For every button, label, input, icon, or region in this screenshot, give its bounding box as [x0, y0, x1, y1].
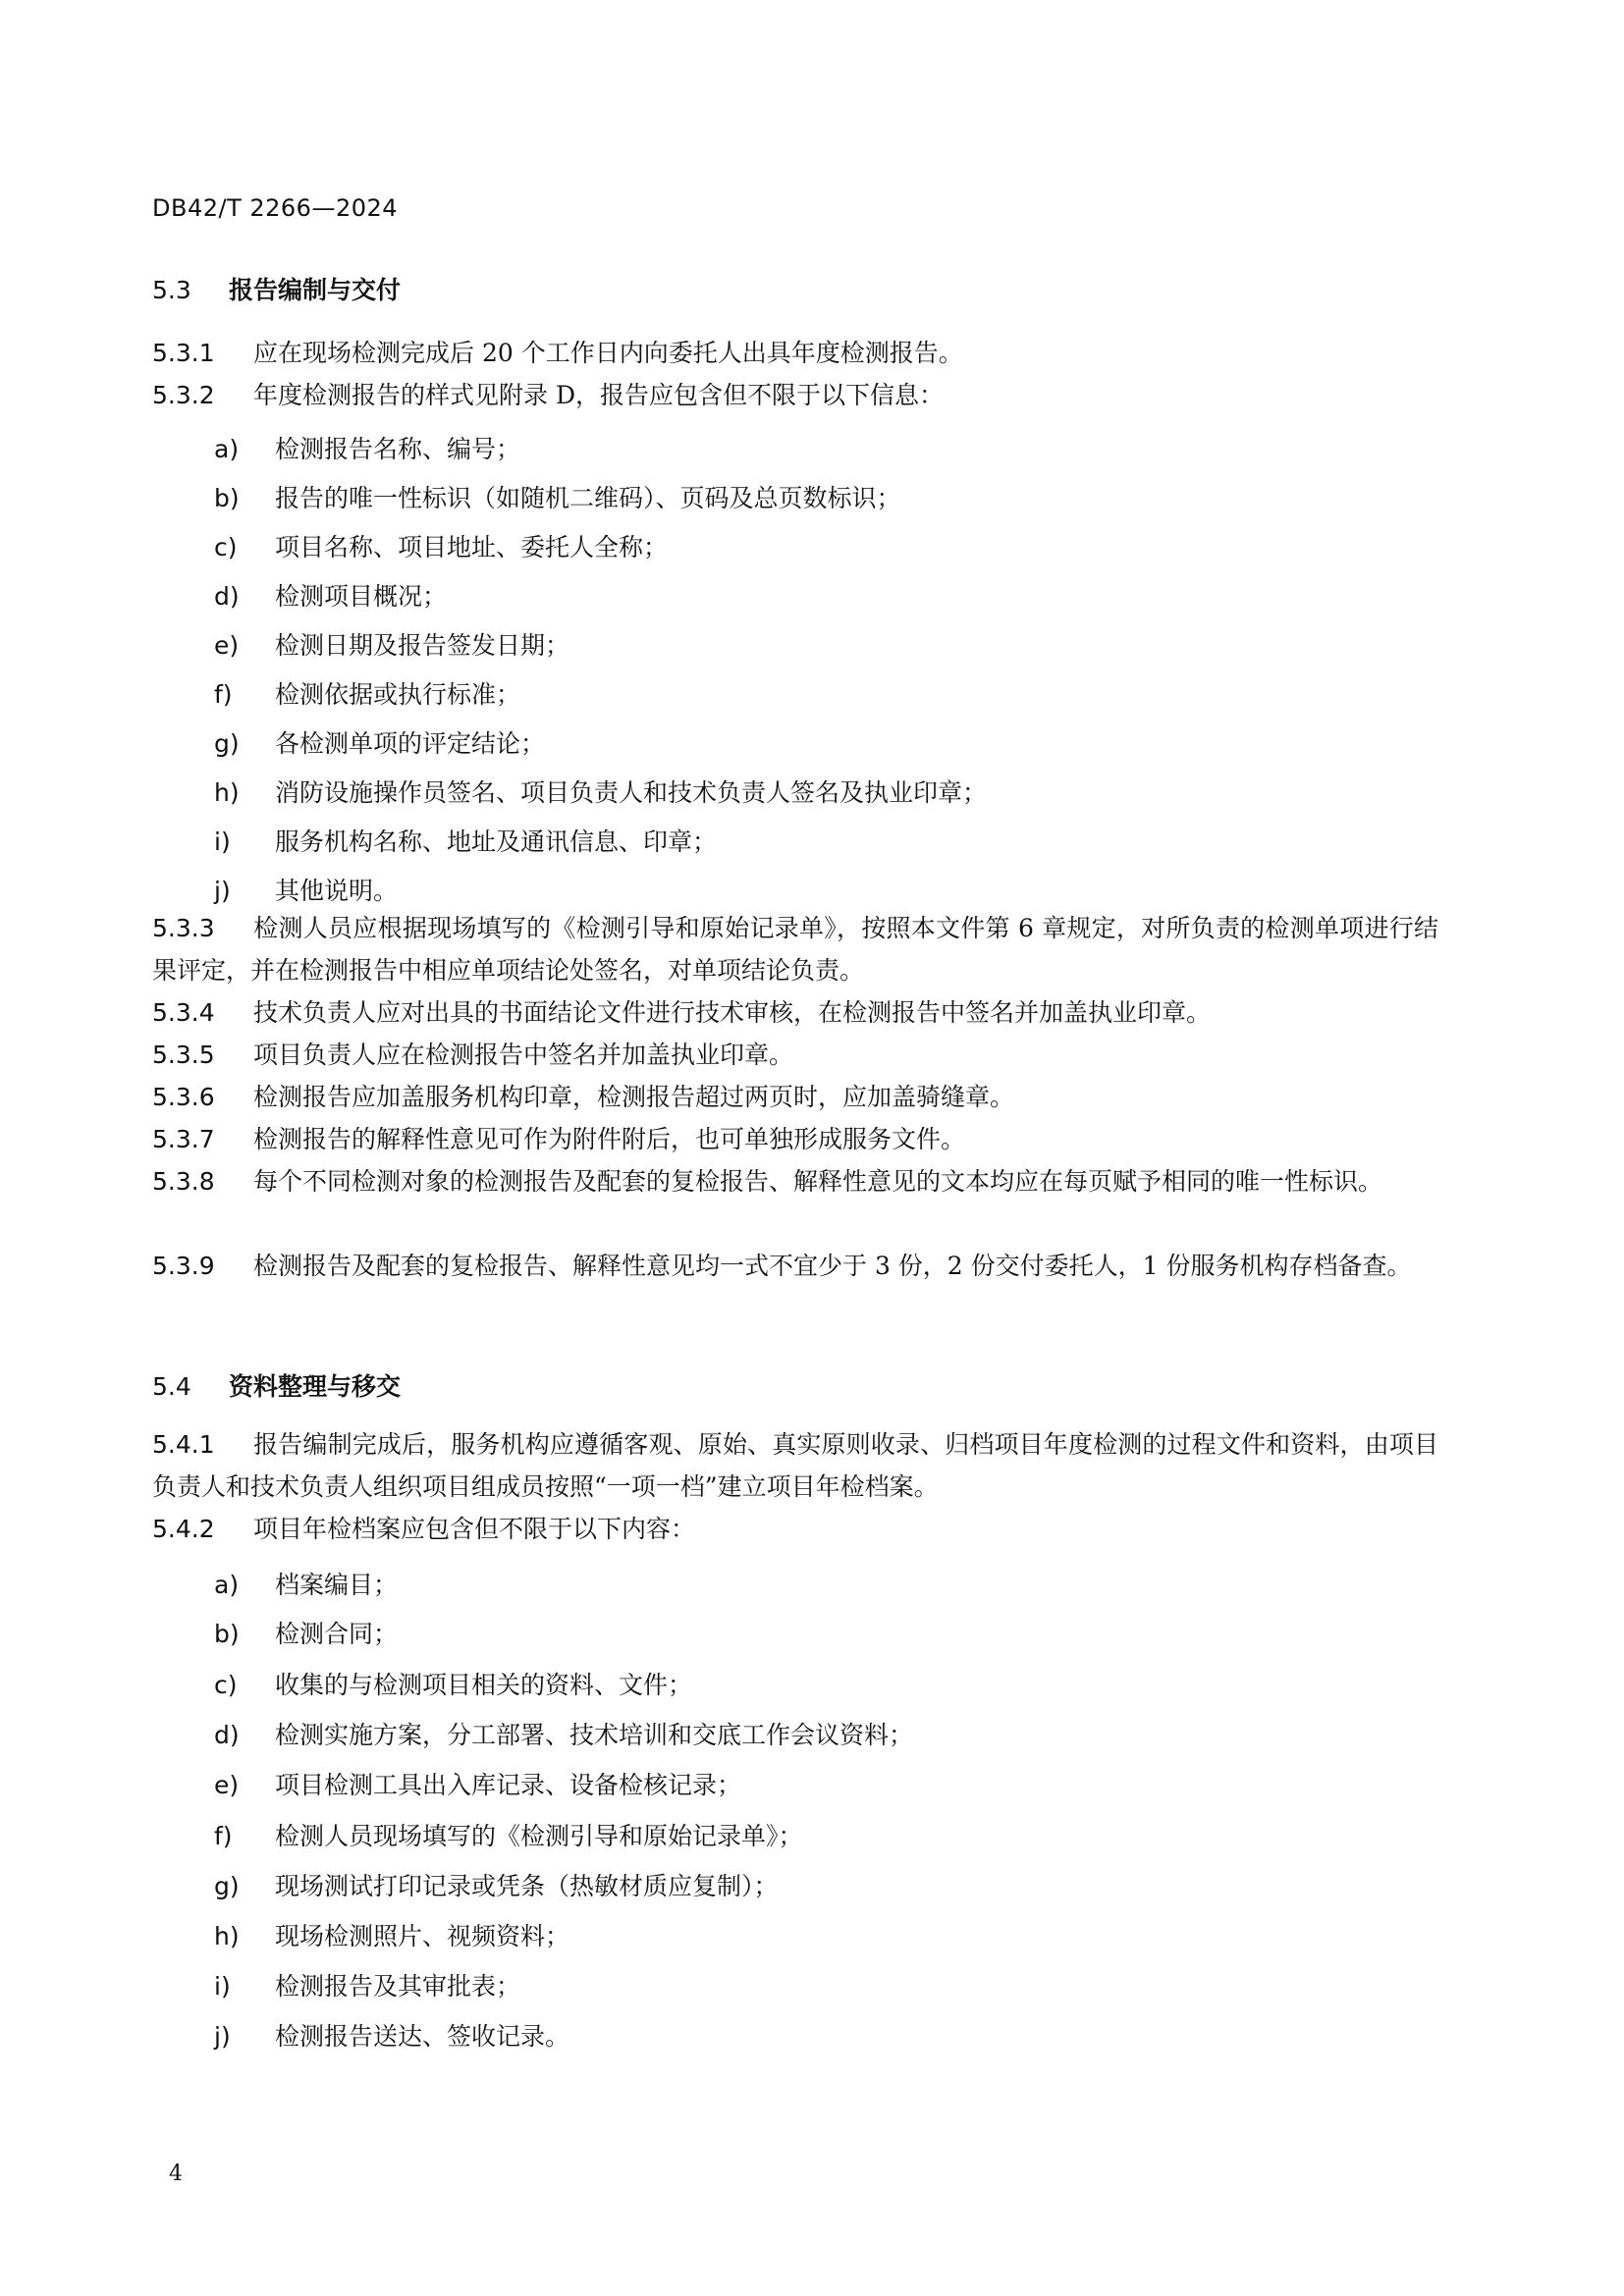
list-item: [214, 2017, 569, 2053]
clause-5-3-7: [152, 1118, 1438, 1160]
clause-text: 年度检测报告的样式见附录 D，报告应包含但不限于以下信息：: [253, 381, 944, 409]
list-item: [214, 528, 668, 563]
clause-number: 5.4.2: [152, 1515, 215, 1543]
list-item: [214, 1666, 692, 1701]
list-text: 报告的唯一性标识（如随机二维码）、页码及总页数标识；: [275, 484, 901, 512]
clause-5-3-8: [152, 1160, 1438, 1202]
list-text: 检测报告及其审批表；: [275, 1972, 521, 2001]
clause-5-3-1: [152, 332, 1438, 374]
clause-number: 5.3.3: [152, 914, 215, 942]
list-item: [214, 1817, 803, 1852]
list-marker: j): [214, 877, 231, 905]
clause-number: 5.3.2: [152, 381, 215, 409]
list-item: [214, 675, 520, 711]
clause-5-3-5: [152, 1034, 1438, 1076]
clause-text: 报告编制完成后，服务机构应遵循客观、原始、真实原则收录、归档项目年度检测的过程文件和资料，由项目负责人和技术负责人组织项目组成员按照“一项一档”建立项目年检档案。: [152, 1430, 1438, 1501]
list-item: [214, 1766, 741, 1801]
list-text: 检测依据或执行标准；: [275, 680, 521, 709]
list-marker: h): [214, 778, 240, 807]
list-marker: b): [214, 484, 240, 512]
list-item: [214, 1917, 569, 1952]
list-item: [214, 1716, 913, 1751]
section-number: 5.3: [152, 276, 191, 304]
page-number: 4: [169, 2162, 183, 2186]
list-item: [214, 872, 398, 907]
list-item: [214, 1615, 398, 1650]
clause-5-4-2: [152, 1508, 1438, 1550]
clause-number: 5.3.6: [152, 1083, 215, 1111]
standard-code: DB42/T 2266—2024: [152, 194, 399, 222]
clause-number: 5.3.4: [152, 998, 215, 1027]
clause-5-3-9: [152, 1245, 1438, 1287]
clause-number: 5.3.1: [152, 339, 215, 367]
section-heading-5-4: [152, 1367, 401, 1403]
clause-text: 检测报告的解释性意见可作为附件附后，也可单独形成服务文件。: [253, 1125, 966, 1153]
list-marker: d): [214, 582, 240, 611]
list-marker: g): [214, 1872, 240, 1900]
list-text: 其他说明。: [275, 877, 399, 905]
section-heading-5-3: [152, 271, 401, 306]
clause-number: 5.3.7: [152, 1125, 215, 1153]
list-text: 检测合同；: [275, 1620, 399, 1648]
clause-5-3-6: [152, 1076, 1438, 1118]
list-marker: d): [214, 1721, 240, 1749]
list-item: [214, 1967, 520, 2002]
list-text: 现场测试打印记录或凭条（热敏材质应复制）；: [275, 1872, 779, 1900]
list-item: [214, 577, 447, 613]
section-title: 报告编制与交付: [229, 276, 402, 304]
list-text: 项目名称、项目地址、委托人全称；: [275, 533, 669, 561]
list-item: [214, 479, 901, 514]
clause-number: 5.3.5: [152, 1041, 215, 1069]
list-item: [214, 724, 545, 760]
list-marker: f): [214, 1822, 233, 1850]
list-marker: f): [214, 680, 233, 709]
section-number: 5.4: [152, 1372, 191, 1401]
list-marker: g): [214, 729, 240, 758]
clause-text: 项目年检档案应包含但不限于以下内容：: [253, 1515, 696, 1543]
clause-text: 每个不同检测对象的检测报告及配套的复检报告、解释性意见的文本均应在每页赋予相同的唯一性标识。: [253, 1167, 1383, 1196]
clause-5-3-3: [152, 907, 1438, 991]
list-text: 消防设施操作员签名、项目负责人和技术负责人签名及执业印章；: [275, 778, 988, 807]
list-item: [214, 626, 569, 662]
clause-text: 检测报告应加盖服务机构印章，检测报告超过两页时，应加盖骑缝章。: [253, 1083, 1015, 1111]
list-marker: c): [214, 533, 238, 561]
clause-text: 应在现场检测完成后 20 个工作日内向委托人出具年度检测报告。: [253, 339, 963, 367]
list-marker: i): [214, 1972, 231, 2001]
clause-number: 5.3.9: [152, 1252, 215, 1280]
list-item: [214, 823, 717, 858]
list-text: 检测报告送达、签收记录。: [275, 2022, 570, 2051]
clause-5-3-4: [152, 991, 1438, 1034]
list-marker: e): [214, 631, 240, 660]
list-item: [214, 1566, 398, 1601]
clause-text: 项目负责人应在检测报告中签名并加盖执业印章。: [253, 1041, 794, 1069]
section-title: 资料整理与移交: [229, 1372, 402, 1401]
list-text: 检测人员现场填写的《检测引导和原始记录单》；: [275, 1822, 803, 1850]
list-marker: e): [214, 1771, 240, 1799]
list-marker: h): [214, 1922, 240, 1950]
list-marker: a): [214, 435, 240, 463]
clause-text: 检测报告及配套的复检报告、解释性意见均一式不宜少于 3 份，2 份交付委托人，1 份服务机构存档备查。: [253, 1252, 1412, 1280]
list-marker: j): [214, 2022, 231, 2051]
list-text: 收集的与检测项目相关的资料、文件；: [275, 1671, 693, 1699]
list-text: 现场检测照片、视频资料；: [275, 1922, 570, 1950]
list-text: 服务机构名称、地址及通讯信息、印章；: [275, 828, 718, 856]
list-item: [214, 430, 520, 465]
list-marker: a): [214, 1571, 240, 1599]
list-marker: i): [214, 828, 231, 856]
list-text: 检测实施方案，分工部署、技术培训和交底工作会议资料；: [275, 1721, 914, 1749]
clause-5-4-1: [152, 1423, 1438, 1508]
list-item: [214, 1867, 779, 1902]
clause-5-3-2: [152, 374, 1438, 416]
list-text: 检测项目概况；: [275, 582, 448, 611]
list-text: 项目检测工具出入库记录、设备检核记录；: [275, 1771, 742, 1799]
list-text: 各检测单项的评定结论；: [275, 729, 546, 758]
list-text: 档案编目；: [275, 1571, 399, 1599]
list-item: [214, 774, 987, 809]
clause-number: 5.4.1: [152, 1430, 215, 1459]
clause-text: 检测人员应根据现场填写的《检测引导和原始记录单》，按照本文件第 6 章规定，对所负责的检测单项进行结果评定，并在检测报告中相应单项结论处签名，对单项结论负责。: [152, 914, 1438, 985]
list-marker: b): [214, 1620, 240, 1648]
clause-text: 技术负责人应对出具的书面结论文件进行技术审核，在检测报告中签名并加盖执业印章。: [253, 998, 1212, 1027]
list-text: 检测日期及报告签发日期；: [275, 631, 570, 660]
list-text: 检测报告名称、编号；: [275, 435, 521, 463]
clause-number: 5.3.8: [152, 1167, 215, 1196]
list-marker: c): [214, 1671, 238, 1699]
